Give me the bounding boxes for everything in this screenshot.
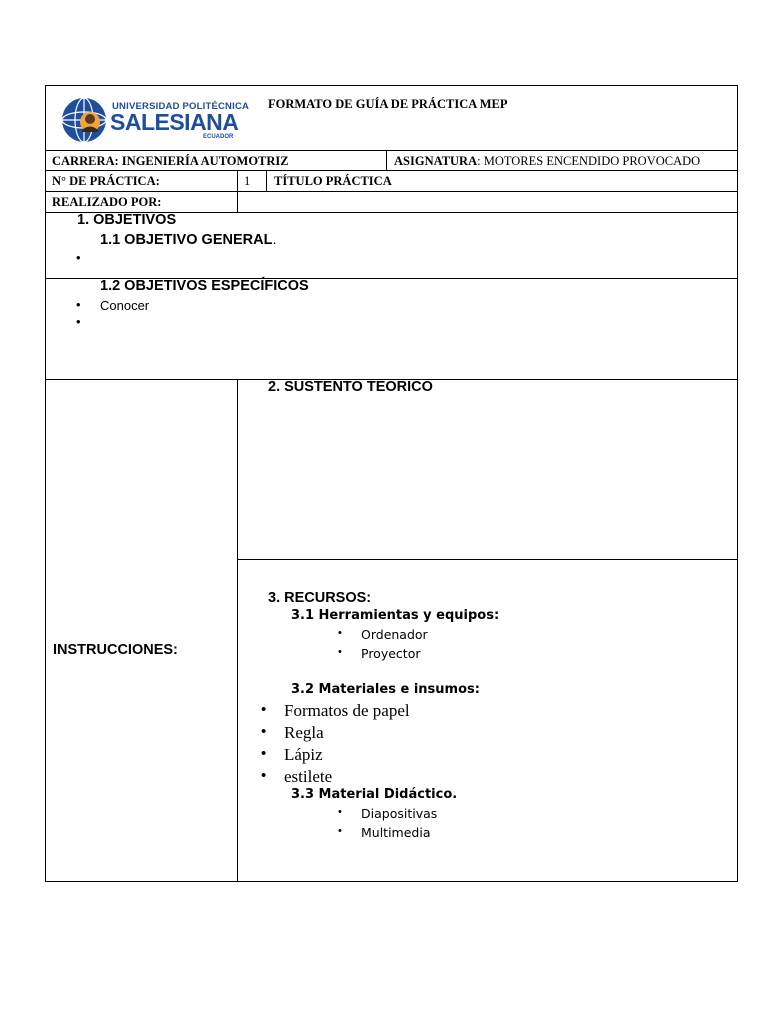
materiales-heading: 3.2 Materiales e insumos: bbox=[291, 682, 480, 697]
asignatura-row bbox=[394, 154, 700, 168]
logo-line2: SALESIANA bbox=[110, 109, 239, 135]
bullet-icon: • bbox=[261, 767, 267, 784]
bullet-icon: • bbox=[261, 723, 267, 740]
bullet-icon: • bbox=[76, 314, 81, 329]
globe-icon bbox=[60, 96, 108, 144]
objetivos-especificos-heading: 1.2 OBJETIVOS ESPECÍFICOS bbox=[100, 278, 309, 294]
material-item-4: estilete bbox=[284, 767, 333, 786]
bullet-icon: • bbox=[261, 745, 267, 762]
especifico-item-1: Conocer bbox=[100, 298, 150, 313]
carrera-value: INGENIERÍA AUTOMOTRIZ bbox=[121, 154, 289, 168]
bullet-icon: • bbox=[76, 297, 81, 312]
objetivo-general-period: . bbox=[272, 232, 277, 248]
practica-label: N° DE PRÁCTICA: bbox=[52, 174, 160, 188]
bullet-icon: • bbox=[338, 825, 342, 837]
objetivos-heading: 1. OBJETIVOS bbox=[77, 212, 177, 228]
titulo-label: TÍTULO PRÁCTICA bbox=[274, 174, 392, 188]
asignatura-label: ASIGNATURA bbox=[394, 154, 478, 168]
bullet-icon: • bbox=[261, 701, 267, 718]
bullet-icon: • bbox=[338, 806, 342, 818]
logo-line3: ECUADOR bbox=[203, 134, 234, 140]
objetivo-general-heading bbox=[100, 232, 276, 248]
instrucciones-label: INSTRUCCIONES: bbox=[53, 642, 178, 658]
herramienta-item-2: Proyector bbox=[361, 646, 421, 661]
practica-value: 1 bbox=[244, 174, 251, 188]
carrera-row bbox=[52, 154, 289, 168]
didactico-item-2: Multimedia bbox=[361, 825, 431, 840]
didactico-heading: 3.3 Material Didáctico. bbox=[291, 787, 458, 802]
material-item-3: Lápiz bbox=[284, 745, 323, 764]
logo-line1: UNIVERSIDAD POLITÉCNICA bbox=[112, 101, 250, 112]
realizado-label: REALIZADO POR: bbox=[52, 195, 162, 209]
bullet-icon: • bbox=[338, 646, 342, 658]
university-logo bbox=[60, 95, 250, 145]
carrera-label: CARRERA: bbox=[52, 154, 119, 168]
objetivo-general-label: 1.1 OBJETIVO GENERAL bbox=[100, 232, 273, 248]
sustento-heading: 2. SUSTENTO TEORICO bbox=[268, 379, 433, 395]
bullet-icon: • bbox=[76, 250, 81, 265]
bullet-icon: • bbox=[338, 627, 342, 639]
recursos-heading: 3. RECURSOS: bbox=[268, 590, 372, 606]
herramienta-item-1: Ordenador bbox=[361, 627, 428, 642]
document-title: FORMATO DE GUÍA DE PRÁCTICA MEP bbox=[268, 97, 508, 111]
material-item-1: Formatos de papel bbox=[284, 701, 410, 720]
herramientas-heading: 3.1 Herramientas y equipos: bbox=[291, 608, 500, 623]
asignatura-value: : MOTORES ENCENDIDO PROVOCADO bbox=[477, 154, 701, 168]
didactico-item-1: Diapositivas bbox=[361, 806, 438, 821]
material-item-2: Regla bbox=[284, 723, 324, 742]
